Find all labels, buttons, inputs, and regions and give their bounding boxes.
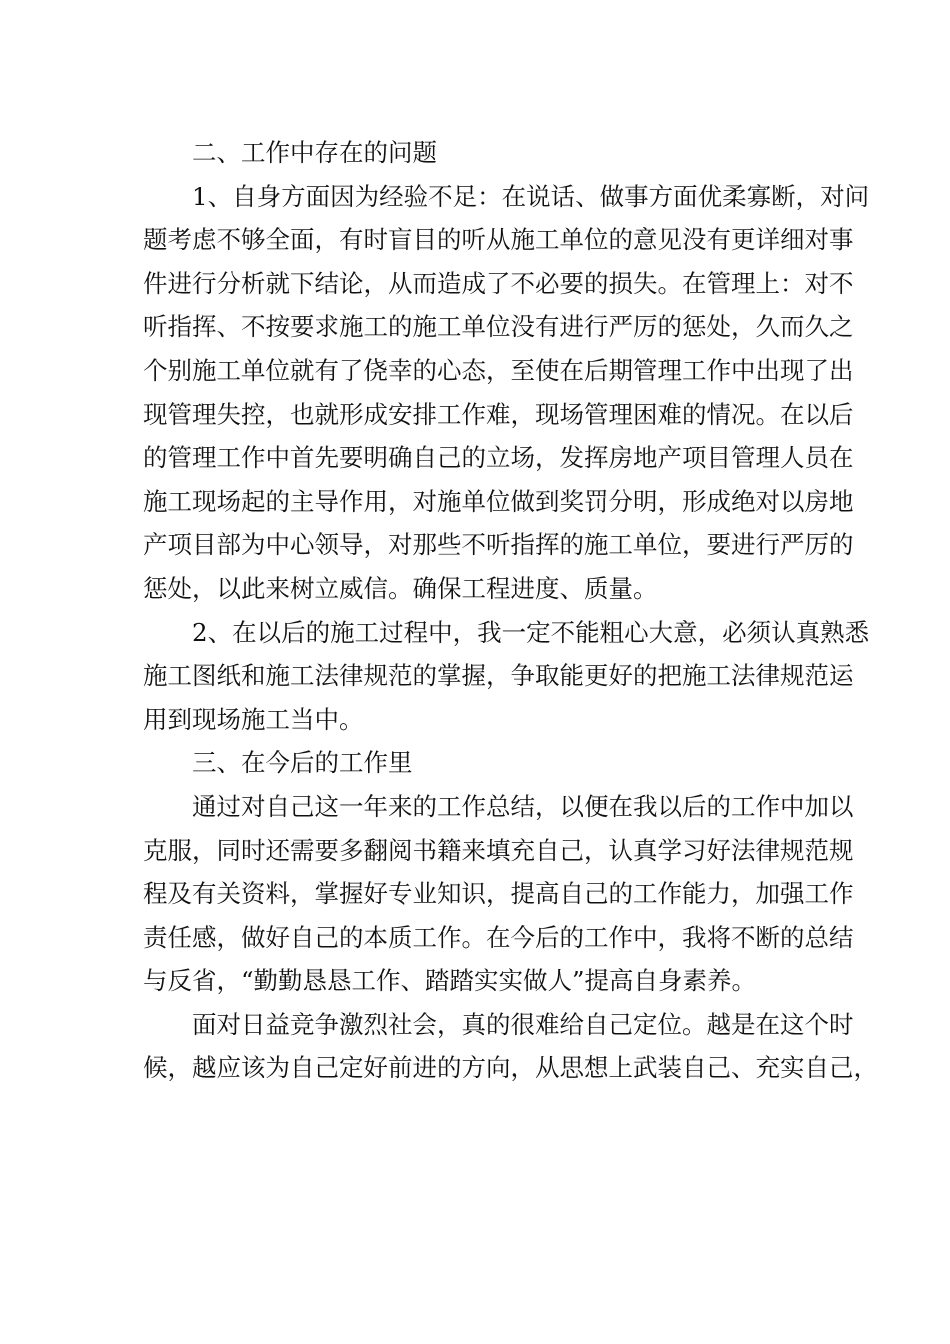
- text-line: 候，越应该为自己定好前进的方向，从思想上武装自己、充实自己，: [143, 1053, 878, 1083]
- text-line: 施工现场起的主导作用，对施单位做到奖罚分明，形成绝对以房地: [143, 486, 854, 516]
- paragraph-construction: [143, 611, 870, 742]
- text-line: 个别施工单位就有了侥幸的心态，至使在后期管理工作中出现了出: [143, 355, 854, 385]
- text-line: 二、工作中存在的问题: [192, 138, 437, 167]
- text-line: 通过对自己这一年来的工作总结，以便在我以后的工作中加以: [192, 791, 854, 821]
- paragraph-summary: [143, 785, 854, 1003]
- text-line: 题考虑不够全面，有时盲目的听从施工单位的意见没有更详细对事: [143, 225, 854, 255]
- text-line: 2、在以后的施工过程中，我一定不能粗心大意，必须认真熟悉: [192, 617, 870, 647]
- paragraph-competition: [143, 1003, 878, 1090]
- text-line: 施工图纸和施工法律规范的掌握，争取能更好的把施工法律规范运: [143, 661, 854, 691]
- text-line: 面对日益竞争激烈社会，真的很难给自己定位。越是在这个时: [192, 1009, 854, 1039]
- text-line: 听指挥、不按要求施工的施工单位没有进行严厉的惩处，久而久之: [143, 312, 854, 342]
- text-line: 现管理失控，也就形成安排工作难，现场管理困难的情况。在以后: [143, 399, 854, 429]
- text-line: 与反省，“勤勤恳恳工作、踏踏实实做人”提高自身素养。: [143, 966, 757, 996]
- text-line: 责任感，做好自己的本质工作。在今后的工作中，我将不断的总结: [143, 922, 854, 952]
- text-line: 程及有关资料，掌握好专业知识，提高自己的工作能力，加强工作: [143, 879, 854, 909]
- text-line: 用到现场施工当中。: [143, 704, 364, 734]
- text-line: 克服，同时还需要多翻阅书籍来填充自己，认真学习好法律规范规: [143, 835, 854, 865]
- document-body: [143, 131, 878, 1090]
- text-line: 件进行分析就下结论，从而造成了不必要的损失。在管理上：对不: [143, 268, 854, 298]
- text-line: 的管理工作中首先要明确自己的立场，发挥房地产项目管理人员在: [143, 443, 854, 473]
- text-line: 产项目部为中心领导，对那些不听指挥的施工单位，要进行严厉的: [143, 530, 854, 560]
- text-line: 1、自身方面因为经验不足：在说话、做事方面优柔寡断，对问: [192, 181, 870, 211]
- text-line: 惩处，以此来树立威信。确保工程进度、质量。: [143, 573, 658, 603]
- text-line: 三、在今后的工作里: [192, 748, 413, 778]
- paragraph-experience: [143, 175, 870, 611]
- section-heading-future: [143, 741, 819, 785]
- section-heading-problems: [143, 131, 819, 175]
